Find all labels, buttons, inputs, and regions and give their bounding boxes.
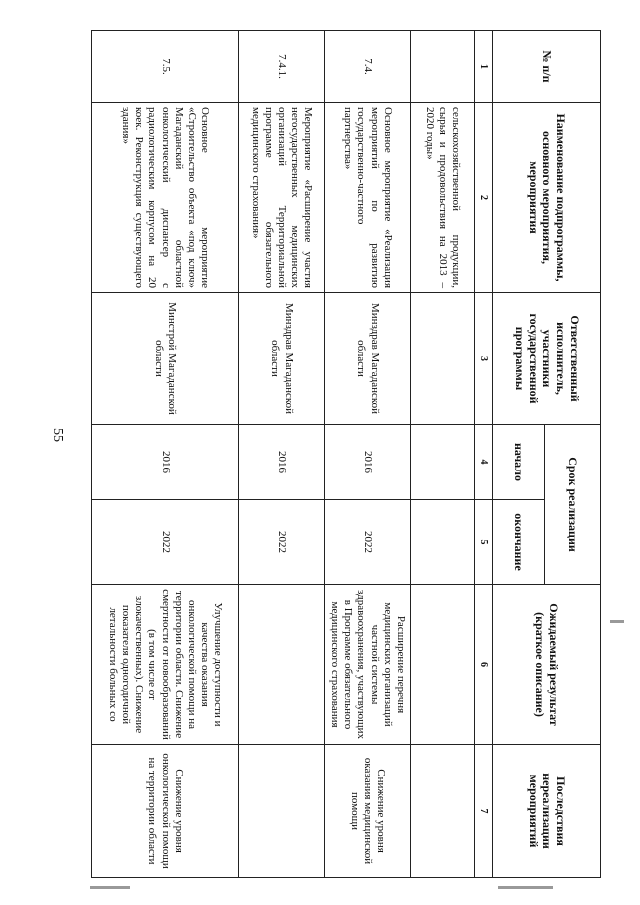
column-number-row — [475, 31, 493, 878]
page-number: 55 — [50, 428, 65, 442]
scan-mark — [498, 886, 553, 889]
row-num: 7.4. — [325, 31, 411, 103]
row-num — [411, 31, 475, 103]
column-number: 2 — [475, 103, 493, 293]
scan-mark — [610, 620, 624, 623]
row-end: 2022 — [325, 500, 411, 585]
row-end — [411, 500, 475, 585]
table-row — [239, 31, 325, 878]
column-number: 5 — [475, 500, 493, 585]
row-executor: Минздрав Магаданской области — [239, 293, 325, 425]
header-name: Наименование подпрограммы, основного мероприятия, мероприятия — [493, 103, 601, 293]
row-start: 2016 — [239, 425, 325, 500]
row-name: Основное мероприятие «Строительство объекта «под ключ» Магаданский областной онкологический диспансер с радиологическим корпусом на 20 коек. Реконструкция существующего здания» — [92, 103, 239, 293]
row-end: 2022 — [92, 500, 239, 585]
row-start — [411, 425, 475, 500]
header-num: № п/п — [493, 31, 601, 103]
header-period: Срок реализации — [545, 425, 601, 585]
column-number: 7 — [475, 745, 493, 878]
table-row — [92, 31, 239, 878]
column-number: 4 — [475, 425, 493, 500]
table-container — [96, 30, 601, 877]
row-consequence: Снижение уровня оказания медицинской помощи — [325, 745, 411, 878]
row-name: сельскохозяйственной продукции, сырья и продовольствия на 2013 – 2020 годы» — [411, 103, 475, 293]
row-name: Основное мероприятие «Реализация мероприятий по развитию государственно-частного партнерства» — [325, 103, 411, 293]
header-executor: Ответственный исполнитель, участники государственной программы — [493, 293, 601, 425]
row-result: Расширение перечня медицинских организаций частной системы здравоохранения, участвующих в Программе обязательного медицинского страхования — [325, 585, 411, 745]
row-result — [239, 585, 325, 745]
row-end: 2022 — [239, 500, 325, 585]
rotated-table-frame — [96, 30, 601, 877]
header-start: начало — [493, 425, 545, 500]
row-executor — [411, 293, 475, 425]
column-number: 1 — [475, 31, 493, 103]
table-row — [411, 31, 475, 878]
row-num: 7.4.1. — [239, 31, 325, 103]
row-result — [411, 585, 475, 745]
table-row — [325, 31, 411, 878]
row-consequence — [411, 745, 475, 878]
scan-mark — [90, 886, 130, 889]
column-number: 3 — [475, 293, 493, 425]
row-executor: Минстрой Магаданской области — [92, 293, 239, 425]
header-end: окончание — [493, 500, 545, 585]
row-start: 2016 — [92, 425, 239, 500]
row-consequence — [239, 745, 325, 878]
row-start: 2016 — [325, 425, 411, 500]
header-row — [545, 31, 601, 878]
row-consequence: Снижение уровня онкологической помощи на территории области — [92, 745, 239, 878]
column-number: 6 — [475, 585, 493, 745]
row-name: Мероприятие «Расширение участия негосударственных медицинских организаций Территориальной программе обязательного медицинского страхования» — [239, 103, 325, 293]
header-consequence: Последствия нереализации мероприятий — [493, 745, 601, 878]
row-num: 7.5. — [92, 31, 239, 103]
row-result: Улучшение доступности и качества оказания онкологической помощи на территории области. Снижение смертности от новообразований (в том числе от злокачественных). Снижение показателя одногодичной летальности больных со — [92, 585, 239, 745]
measures-table — [91, 30, 601, 878]
row-executor: Минздрав Магаданской области — [325, 293, 411, 425]
header-result: Ожидаемый результат (краткое описание) — [493, 585, 601, 745]
